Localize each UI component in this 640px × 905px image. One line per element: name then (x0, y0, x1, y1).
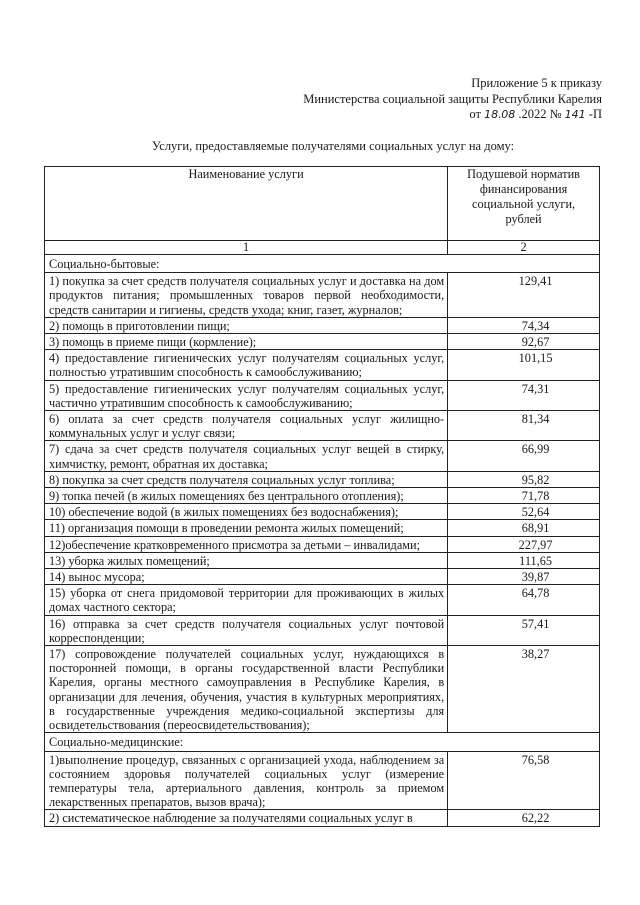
table-row (45, 488, 600, 504)
service-norm-cell (448, 441, 600, 471)
table-row (45, 520, 600, 536)
service-name: 5) предоставление гигиенических услуг получателям социальных услуг, частично утратившим способность к самообслуживанию; (45, 380, 448, 410)
ministry-line: Министерства социальной защиты Республики Карелия (303, 91, 602, 106)
service-norm-value: 39,87 (521, 570, 550, 585)
service-norm-value: 76,58 (521, 752, 550, 767)
table-row (45, 536, 600, 552)
handwritten-day: 18 (484, 108, 499, 121)
column-number-row (45, 241, 600, 255)
service-norm-value: 64,78 (521, 586, 550, 601)
service-name: 16) отправка за счет средств получателя социальных услуг почтовой корреспонденции; (45, 615, 448, 645)
service-norm-value: 71,78 (521, 489, 550, 504)
service-norm-value: 62,22 (521, 811, 550, 826)
service-norm-cell (448, 536, 600, 552)
service-norm-value: 68,91 (521, 521, 550, 536)
service-name: 6) оплата за счет средств получателя социальных услуг жилищно-коммунальных услуг и услуг связи; (45, 411, 448, 441)
date-separator: . (498, 107, 502, 121)
service-name: 13) уборка жилых помещений; (45, 552, 448, 568)
service-norm-cell (448, 488, 600, 504)
section-title: Социально-бытовые: (45, 255, 600, 273)
order-date-line (303, 107, 602, 123)
service-norm-value: 38,27 (521, 647, 550, 662)
table-row (45, 569, 600, 585)
date-prefix: от (469, 107, 481, 121)
service-norm-value: 92,67 (521, 335, 550, 350)
column-header-norm: Подушевой норматив финансирования социальной услуги, рублей (448, 167, 600, 241)
service-norm-value: 227,97 (518, 537, 553, 552)
service-norm-cell (448, 585, 600, 615)
service-norm-value: 52,64 (521, 505, 550, 520)
document-title: Услуги, предоставляемые получателями социальных услуг на дому: (151, 139, 515, 153)
service-norm-value: 111,65 (519, 553, 553, 568)
service-norm-cell (448, 350, 600, 380)
service-name: 11) организация помощи в проведении ремонта жилых помещений; (45, 520, 448, 536)
table-row (45, 646, 600, 733)
service-name: 12)обеспечение кратковременного присмотра за детьми – инвалидами; (45, 536, 448, 552)
service-norm-value: 81,34 (521, 412, 550, 427)
column-number-2: 2 (448, 241, 600, 255)
table-header-row (45, 167, 600, 241)
table-row (45, 504, 600, 520)
section-row (45, 255, 600, 273)
table-row (45, 810, 600, 826)
service-norm-cell (448, 615, 600, 645)
service-norm-cell (448, 504, 600, 520)
service-name: 7) сдача за счет средств получателя социальных услуг вещей в стирку, химчистку, ремонт, обратная их доставка; (45, 441, 448, 471)
service-name: 2) помощь в приготовлении пищи; (45, 317, 448, 333)
service-name: 10) обеспечение водой (в жилых помещениях без водоснабжения); (45, 504, 448, 520)
table-row (45, 471, 600, 487)
service-name: 9) топка печей (в жилых помещениях без центрального отопления); (45, 488, 448, 504)
service-norm-cell (448, 334, 600, 350)
table-row (45, 273, 600, 318)
table-row (45, 380, 600, 410)
table-row (45, 350, 600, 380)
section-row (45, 733, 600, 751)
table-row (45, 585, 600, 615)
order-suffix: -П (588, 107, 602, 121)
service-name: 15) уборка от снега придомовой территории для проживающих в жилых домах частного сектора; (45, 585, 448, 615)
section-title: Социально-медицинские: (45, 733, 600, 751)
handwritten-month: 08 (501, 108, 516, 121)
service-name: 3) помощь в приеме пищи (кормление); (45, 334, 448, 350)
date-year: .2022 № (518, 107, 562, 121)
service-name: 14) вынос мусора; (45, 569, 448, 585)
table-row (45, 317, 600, 333)
service-norm-cell (448, 520, 600, 536)
column-number-1: 1 (45, 241, 448, 255)
services-table (44, 166, 600, 827)
table-row (45, 615, 600, 645)
table-row (45, 334, 600, 350)
handwritten-order-number: 141 (564, 108, 586, 121)
table-row (45, 441, 600, 471)
service-norm-cell (448, 646, 600, 733)
service-norm-cell (448, 317, 600, 333)
table-row (45, 751, 600, 810)
service-name: 8) покупка за счет средств получателя социальных услуг топлива; (45, 471, 448, 487)
service-norm-cell (448, 751, 600, 810)
service-name: 1) покупка за счет средств получателя социальных услуг и доставка на дом продуктов питания; промышленных товаров первой необходимости, средств санитарии и гигиены, средств ухода; книг, газет, журналов; (45, 273, 448, 318)
appendix-header (303, 76, 602, 123)
service-norm-cell (448, 552, 600, 568)
service-norm-cell (448, 380, 600, 410)
appendix-line: Приложение 5 к приказу (471, 76, 602, 90)
service-norm-cell (448, 411, 600, 441)
service-name: 2) систематическое наблюдение за получателями социальных услуг в (45, 810, 448, 826)
table-row (45, 552, 600, 568)
service-norm-cell (448, 810, 600, 826)
service-norm-value: 129,41 (518, 274, 553, 289)
service-norm-value: 101,15 (518, 351, 553, 366)
service-norm-cell (448, 273, 600, 318)
column-header-name: Наименование услуги (45, 167, 448, 241)
service-name: 1)выполнение процедур, связанных с организацией ухода, наблюдением за состоянием здоровья получателей социальных услуг (измерение температуры тела, артериального давления, контроль за приемом лекарственных препаратов, вызов врача); (45, 751, 448, 810)
service-norm-value: 74,31 (521, 381, 550, 396)
service-norm-cell (448, 471, 600, 487)
service-norm-cell (448, 569, 600, 585)
service-norm-value: 74,34 (521, 318, 550, 333)
service-norm-value: 66,99 (521, 442, 550, 457)
table-row (45, 411, 600, 441)
service-norm-value: 95,82 (521, 472, 550, 487)
service-name: 17) сопровождение получателей социальных услуг, нуждающихся в посторонней помощи, в органы государственной власти Республики Карелия, органы местного самоуправления в Республике Карелия, в организации для лечения, обучения, участия в культурных мероприятиях, в государственные учреждения медико-социальной экспертизы для освидетельствования (переосвидетельствования); (45, 646, 448, 733)
service-norm-value: 57,41 (521, 616, 550, 631)
service-name: 4) предоставление гигиенических услуг получателям социальных услуг, полностью утратившим способность к самообслуживанию; (45, 350, 448, 380)
